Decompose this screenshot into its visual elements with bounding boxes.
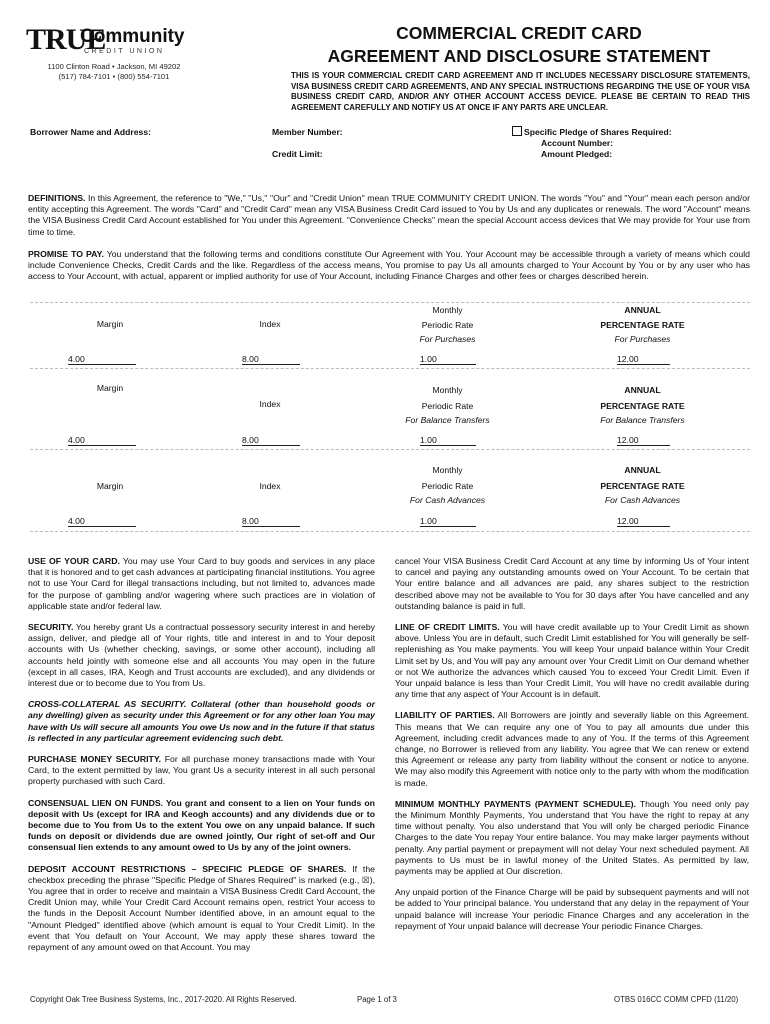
purchase-money-security-paragraph [28,754,375,788]
balance-transfers-index-value: 8.00 [242,435,300,446]
security-heading: SECURITY. [28,622,74,633]
account-number-label: Account Number: [541,138,614,148]
balance-transfers-apr-value: 12.00 [617,435,670,446]
cash-advances-label: For Cash Advances [409,495,486,505]
promise-paragraph [28,249,750,283]
pledge-of-shares-field[interactable] [512,126,672,137]
security-text: You hereby grant Us a contractual possessory security interest in and hereby assign, deliver, and pledge all of Your rights, title and interest in and to Your deposit accounts with Us (whether checking, savings, or some other account), including all accounts held jointly with someone else and all accounts You may open in the future (except in all cases, IRA, Keogh and Trust accounts are excluded), and any dividends or interest due or to become due to You from Us. [28,622,375,689]
promise-text: You understand that the following terms and conditions constitute Our Agreement with You. Your Account may be accessible through a variety of means which could include Convenience Checks, Credit Cards and the like. Regardless of the access means, You promise to pay Us all amounts charged to Your Account by You or by any user who has access to Your Account, with actual, apparent or implied authority for use of Your Account, including Finance Charges and other fees or charges described herein. [28,249,750,282]
cancel-paragraph: cancel Your VISA Business Credit Card Account at any time by informing Us of Your intent to cancel and paying any outstanding amounts owed on Your Account. To be certain that Your entire balance and all advances are paid, any shares subject to the restriction described above may not be available to You for 30 days after You have cancelled and any outstanding balance is paid in full. [395,556,749,611]
promise-heading: PROMISE TO PAY. [28,249,104,259]
page-title-line-2: AGREEMENT AND DISCLOSURE STATEMENT [327,46,711,66]
liability-paragraph [395,710,749,788]
margin-header: Margin [96,481,124,491]
consensual-lien-paragraph: CONSENSUAL LIEN ON FUNDS. You grant and consent to a lien on Your funds on deposit with Us (except for IRA and Keogh accounts) and any dividends due or to become due to You from Us to the extent You owe on any unpaid balance. If such funds on deposit or dividends due are owned jointly, Our right of set-off and Our consensual lien extends to any amount owed to Us by any of the joint owners. [28,797,375,853]
monthly-header: Monthly [432,305,463,315]
right-column [395,556,749,932]
cash-advances-margin-value: 4.00 [68,516,136,527]
margin-header: Margin [96,383,124,393]
annual-header: ANNUAL [624,385,661,395]
purchases-index-value: 8.00 [242,354,300,365]
left-column [28,556,375,953]
line-of-credit-text: You will have credit available up to Your Credit Limit as shown above. Unless You are in default, such Credit Limit established for You will generally be self-replenishing as You make payments. You will keep Your unpaid balance within Your Credit Limit set by Us, and You will pay any amount over Your Credit Limit on Our demand whether or not We authorize the advances which caused You to exceed Your Credit Limit. Even if Your unpaid balance is less than Your Credit Limit, You will have no credit available during any time that any aspect of Your Account is in default. [395,622,749,700]
balance-transfers-periodic-value: 1.00 [420,435,476,446]
definitions-text: In this Agreement, the reference to "We," "Us," "Our" and "Credit Union" mean TRUE COMMUNITY CREDIT UNION. The words "You" and "Your" mean each person and/or entity accepting this Agreement. The words "Card" and "Credit Card" mean any VISA Business Credit Card issued to You by Us and any duplicates or renewals. The word "Account" means the VISA Business Credit Card Account established for You under this Agreement. "Convenience Checks" mean the special Account access devices that We may provide for Your use from time to time. [28,193,750,237]
page-number: Page 1 of 3 [357,995,397,1004]
balance-transfers-margin-value: 4.00 [68,435,136,446]
index-header: Index [259,481,281,491]
purchase-money-security-text: For all purchase money transactions made with Your Card, to the extent permitted by law, You grant Us a security interest in all such personal property purchased with such Card. [28,754,376,787]
index-header: Index [259,319,281,329]
deposit-restrictions-text-2: ), You agree that in order to receive and maintain a VISA Business Credit Card Account, the Credit Union may, while Your Credit Card Account remains open, restrict Your access to the funds in the Deposit Account Number identified above, in an amount equal to the "Amount Pledged" identified above (which amount is equal to Your Credit Limit). In the event that You default on Your Account, We may apply these shares toward the repayment of any amount owed on that Account. You may [28,874,375,953]
minimum-payments-text: Though You need only pay the Minimum Monthly Payments, You understand that You have the right to repay at any time without penalty. You also understand that You will only be charged periodic Finance Charges to the date You repay Your entire balance. You may make larger payments without penalty. Any partial payment or prepayment will not delay Your next scheduled payment. All payments to Us must be in lawful money of the United States. As permitted by law, payments may be applied at Our discretion. [395,798,749,877]
table-separator [30,302,750,303]
line-of-credit-heading: LINE OF CREDIT LIMITS. [395,622,500,633]
annual-header: ANNUAL [624,465,661,475]
minimum-payments-paragraph [395,799,749,877]
member-number-label: Member Number: [272,127,343,137]
purchases-apr-value: 12.00 [617,354,670,365]
apr-header: PERCENTAGE RATE [600,481,685,491]
deposit-restrictions-heading: DEPOSIT ACCOUNT RESTRICTIONS – SPECIFIC PLEDGE OF SHARES. [28,863,347,874]
deposit-restrictions-text-1: If the checkbox preceding the phrase "Specific Pledge of Shares Required" is marked (e.g., [28,863,375,885]
pledge-label: Specific Pledge of Shares Required: [524,127,672,137]
credit-union-logo [26,24,201,66]
logo-community-text: Community [80,26,185,47]
monthly-header: Monthly [432,385,463,395]
liability-heading: LIABILITY OF PARTIES. [395,710,495,721]
credit-limit-label: Credit Limit: [272,149,323,159]
cash-advances-apr-value: 12.00 [617,516,670,527]
definitions-heading: DEFINITIONS. [28,193,86,203]
pledge-checkbox[interactable] [512,126,522,136]
purchases-label-apr: For Purchases [614,334,671,344]
address-line-1: 1100 Clinton Road • Jackson, MI 49202 [47,62,181,71]
use-of-card-paragraph [28,556,375,612]
periodic-rate-header: Periodic Rate [421,481,474,491]
periodic-rate-header: Periodic Rate [421,320,474,330]
minimum-payments-heading: MINIMUM MONTHLY PAYMENTS (PAYMENT SCHEDULE). [395,798,636,809]
page-title-line-1: COMMERCIAL CREDIT CARD [396,23,642,43]
line-of-credit-paragraph [395,622,749,700]
annual-header: ANNUAL [624,305,661,315]
form-number: OTBS 016CC COMM CPFD (11/20) [614,995,739,1004]
security-paragraph [28,622,375,689]
use-of-card-heading: USE OF YOUR CARD. [28,556,120,566]
use-of-card-text: You may use Your Card to buy goods and services in any place that it is honored and to get cash advances at participating financial institutions. You agree not to use Your Card for illegal transactions including, but not limited to, advances made for the purpose of gambling and/or wagering where such practices are in violation of applicable state and/or federal law. [28,556,376,611]
borrower-name-label: Borrower Name and Address: [30,127,151,137]
balance-transfers-label-apr: For Balance Transfers [600,415,685,425]
table-separator [30,449,750,450]
unpaid-finance-charge-paragraph: Any unpaid portion of the Finance Charge will be paid by subsequent payments and will not be added to Your principal balance. You understand that any delay in the repayment of Your unpaid balance will increase Your periodic Finance Charges and any acceleration in the repayment of Your unpaid balance will decrease Your periodic Finance Charges. [395,887,749,931]
cash-advances-label-apr: For Cash Advances [604,495,681,505]
index-header: Index [259,399,281,409]
address-line-2: (517) 784-7101 • (800) 554-7101 [58,72,170,81]
purchases-margin-value: 4.00 [68,354,136,365]
purchase-money-security-heading: PURCHASE MONEY SECURITY. [28,754,162,765]
table-separator [30,368,750,369]
table-separator [30,531,750,532]
logo-true-text: TRUE [26,23,106,56]
purchases-periodic-value: 1.00 [420,354,476,365]
periodic-rate-header: Periodic Rate [421,401,474,411]
cash-advances-index-value: 8.00 [242,516,300,527]
cash-advances-periodic-value: 1.00 [420,516,476,527]
cross-collateral-paragraph: CROSS-COLLATERAL AS SECURITY. Collateral (other than household goods or any dwelling) given as security under this Agreement or for any other loan You may have with Us will secure all amounts You owe Us now and in the future if that status is reflected in any particular agreement evidencing such debt. [28,699,375,743]
intro-notice: THIS IS YOUR COMMERCIAL CREDIT CARD AGREEMENT AND IT INCLUDES NECESSARY DISCLOSURE STATEMENTS, VISA BUSINESS CREDIT CARD AGREEMENTS, AND ANY SPECIAL INSTRUCTIONS REGARDING THE USE OF YOUR VISA BUSINESS CREDIT CARD, AND/OR ANY OTHER ACCOUNT ACCESS DEVICE. PLEASE BE CERTAIN TO READ THIS AGREEMENT CAREFULLY AND NOTIFY US AT ONCE IF ANY PARTS ARE UNCLEAR. [291,71,750,112]
definitions-paragraph [28,193,750,238]
apr-header: PERCENTAGE RATE [600,320,685,330]
monthly-header: Monthly [432,465,463,475]
deposit-restrictions-paragraph [28,864,375,954]
margin-header: Margin [96,319,124,329]
logo-credit-union-text: CREDIT UNION [84,48,165,55]
copyright-notice: Copyright Oak Tree Business Systems, Inc., 2017-2020. All Rights Reserved. [30,995,297,1004]
amount-pledged-label: Amount Pledged: [541,149,613,159]
apr-header: PERCENTAGE RATE [600,401,685,411]
purchases-label: For Purchases [419,334,476,344]
checked-box-icon: ☒ [361,874,370,885]
balance-transfers-label: For Balance Transfers [405,415,490,425]
liability-text: All Borrowers are jointly and severally liable on this Agreement. This means that We can require any one of You to pay all amounts due under this Agreement, including credit advances made to any of You. If the terms of this Agreement change, no Borrower is relieved from any liability. You agree that We can renew or extend this Agreement or release any party from liability without the consent or notice to anyone. We may also modify this Agreement with notice only to the party with whom the modification is made. [395,710,749,788]
